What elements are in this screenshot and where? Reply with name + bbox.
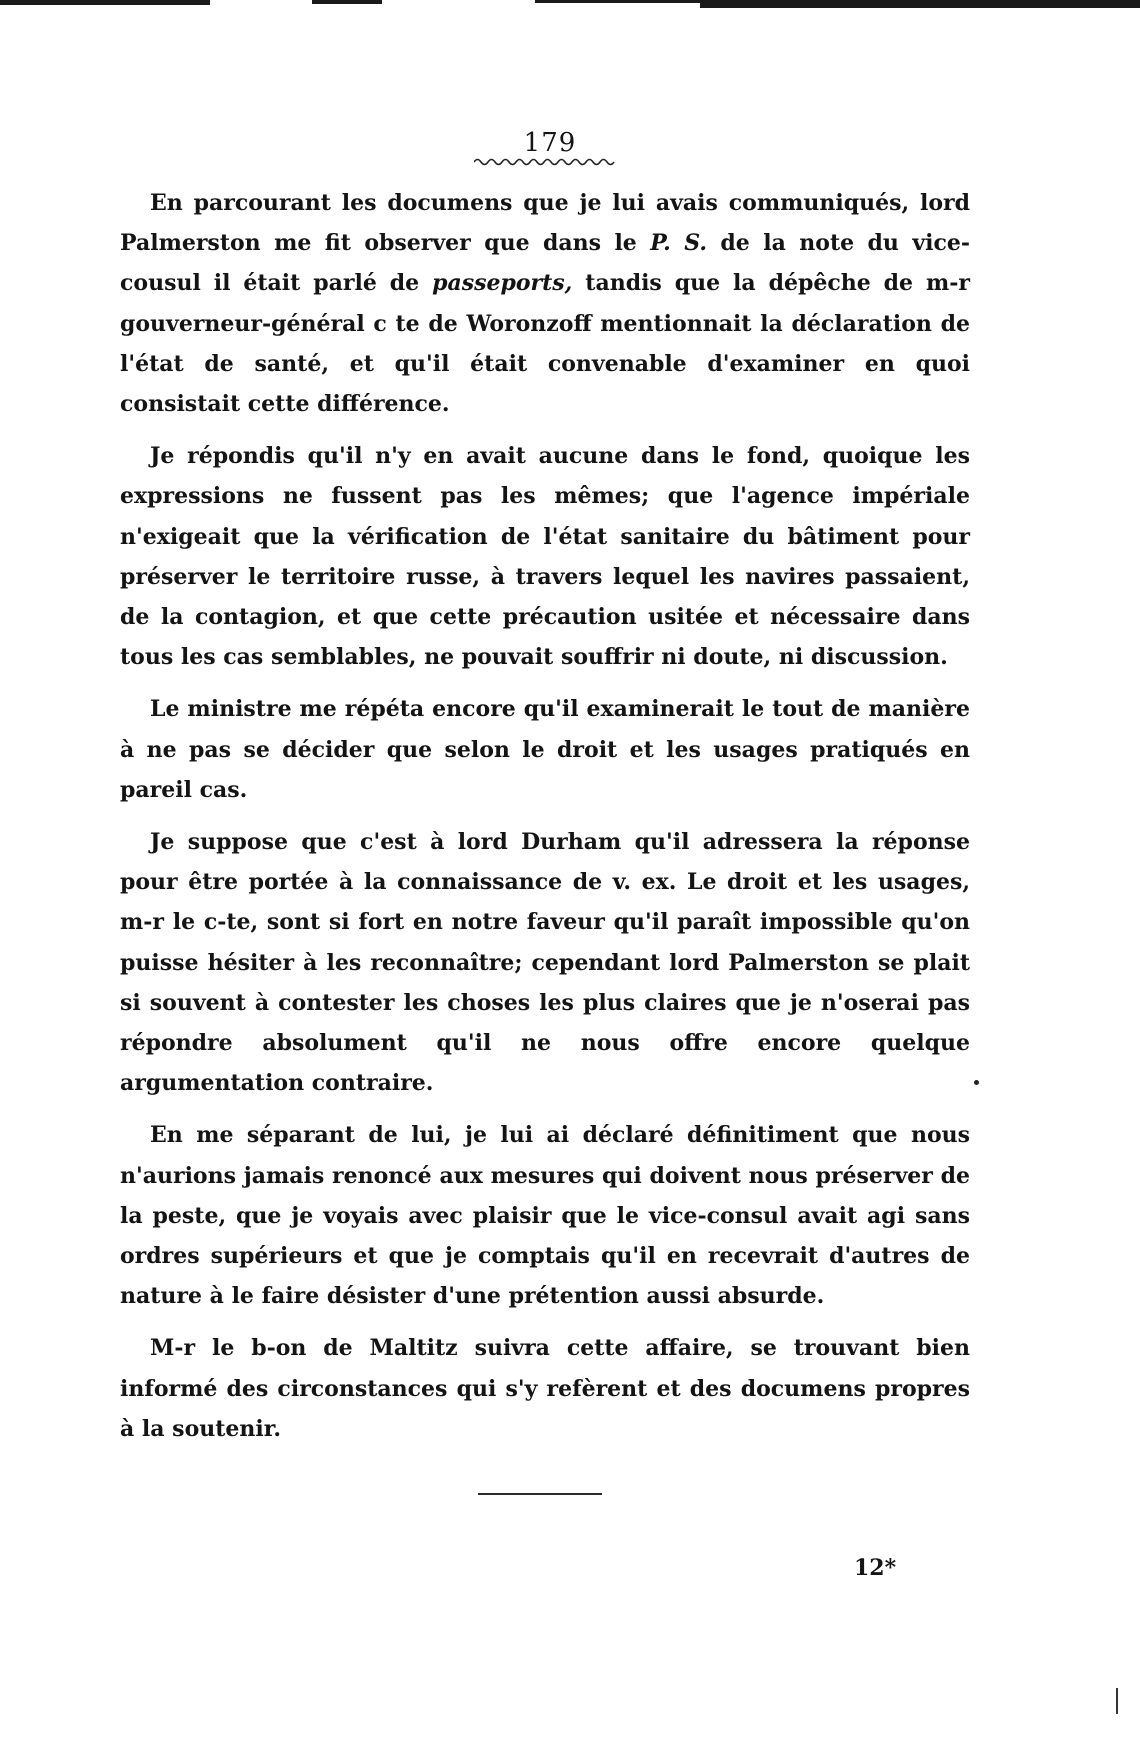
text-run: En me séparant de lui, je lui ai déclaré définitiment que nous n'aurions jamais renoncé aux mesures qui doivent nous préserver de la peste, que je voyais avec plaisir que le vice-consul avait agi sans ordres supérieurs et que je comptais qu'il en recevrait d'autres de nature à le faire désister d'une prétention aussi absurde. [120, 1122, 970, 1310]
section-end-rule [478, 1493, 602, 1495]
paragraph [120, 183, 970, 424]
top-border-rule [700, 0, 1140, 8]
top-border-rule [312, 0, 382, 4]
text-run: de la note du vice-cousul il était parlé de [120, 230, 971, 297]
top-border-rule [535, 0, 700, 3]
margin-speck [974, 1080, 979, 1085]
text-run: Le ministre me répéta encore qu'il examinerait le tout de manière à ne pas se décider que selon le droit et les usages pratiqués en pareil cas. [120, 696, 970, 803]
printer-signature-mark: 12* [854, 1555, 897, 1581]
wavy-ornament-rule [474, 157, 616, 167]
text-run-italic: P. S. [650, 230, 707, 257]
text-run: Je répondis qu'il n'y en avait aucune dans le fond, quoique les expressions ne fussent pas les mêmes; que l'agence impériale n'exigeait que la vérification de l'état sanitaire du bâtiment pour préserver le territoire russe, à travers lequel les navires passaient, de la contagion, et que cette précaution usitée et nécessaire dans tous les cas semblables, ne pouvait souffrir ni doute, ni discussion. [120, 443, 970, 671]
top-border-rule [0, 0, 210, 5]
paragraph [120, 1115, 970, 1316]
text-run: tandis que la dépêche de m-r gouverneur-général c te de Woronzoff mentionnait la déclaration de l'état de santé, et qu'il était convenable d'examiner en quoi consistait cette différence. [120, 270, 970, 418]
paragraph [120, 822, 970, 1103]
paragraph [120, 689, 970, 810]
text-run: M-r le b-on de Maltitz suivra cette affaire, se trouvant bien informé des circonstances qui s'y refèrent et des documens propres à la soutenir. [120, 1335, 970, 1442]
paragraph [120, 436, 970, 677]
text-run: En parcourant les documens que je lui avais communiqués, lord Palmerston me fit observer que dans le [120, 190, 970, 257]
margin-tick [1116, 1688, 1118, 1714]
body-text [120, 183, 970, 1461]
text-run-italic: passeports, [432, 270, 573, 297]
page-number: 179 [523, 128, 577, 158]
paragraph [120, 1328, 970, 1449]
text-run: Je suppose que c'est à lord Durham qu'il adressera la réponse pour être portée à la connaissance de v. ex. Le droit et les usages, m-r le c-te, sont si fort en notre faveur qu'il paraît impossible qu'on puisse hésiter à les reconnaître; cependant lord Palmerston se plait si souvent à contester les choses les plus claires que je n'oserai pas répondre absolument qu'il ne nous offre encore quelque argumentation contraire. [120, 829, 970, 1097]
